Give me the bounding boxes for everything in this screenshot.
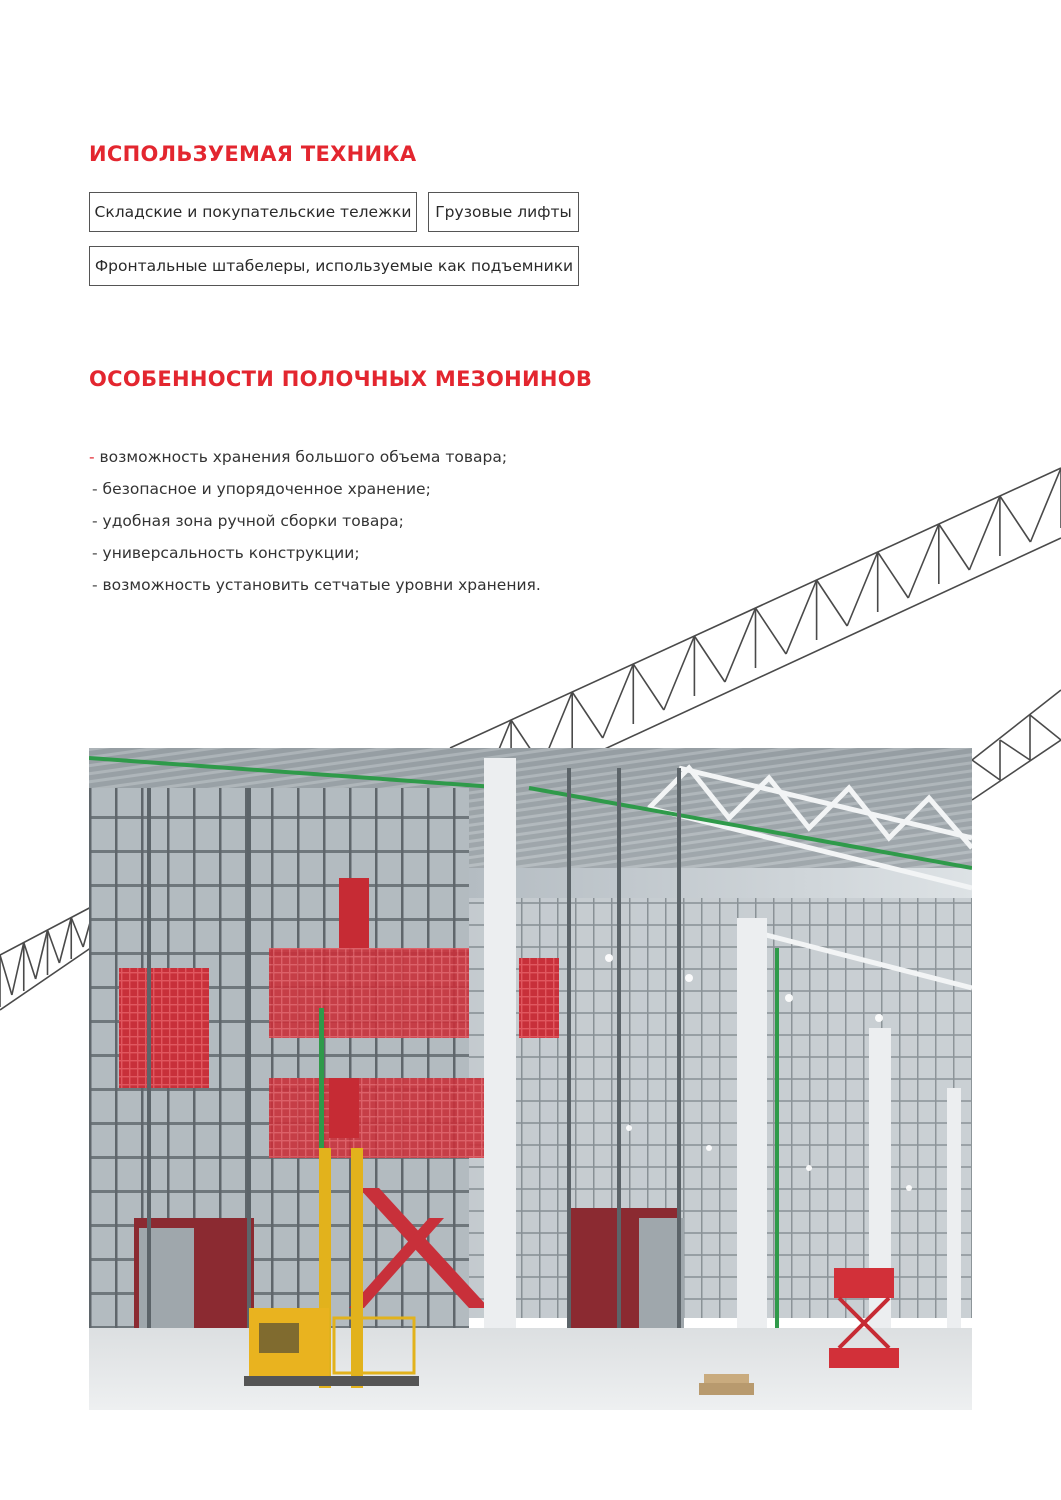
list-item-text: возможность установить сетчатые уровни хранения. [102, 576, 541, 594]
chip-front-stackers: Фронтальные штабелеры, используемые как подъемники [89, 246, 579, 286]
list-item [89, 445, 541, 477]
list-item-text: возможность хранения большого объема товара; [99, 448, 508, 466]
bullet-dash: - [92, 480, 98, 498]
warehouse-mezzanine-photo [89, 748, 972, 1410]
equipment-heading: ИСПОЛЬЗУЕМАЯ ТЕХНИКА [89, 142, 417, 166]
features-list [89, 445, 541, 605]
list-item [89, 573, 541, 605]
list-item [89, 477, 541, 509]
bullet-dash: - [92, 544, 98, 562]
chip-freight-lifts: Грузовые лифты [428, 192, 579, 232]
chip-warehouse-carts: Складские и покупательские тележки [89, 192, 417, 232]
list-item-text: удобная зона ручной сборки товара; [102, 512, 404, 530]
list-item-text: универсальность конструкции; [102, 544, 360, 562]
bullet-dash: - [92, 512, 98, 530]
features-heading: ОСОБЕННОСТИ ПОЛОЧНЫХ МЕЗОНИНОВ [89, 367, 593, 391]
list-item [89, 541, 541, 573]
list-item [89, 509, 541, 541]
list-item-text: безопасное и упорядоченное хранение; [102, 480, 431, 498]
bullet-dash: - [89, 448, 95, 466]
photo-illustration [89, 748, 972, 1410]
bullet-dash: - [92, 576, 98, 594]
